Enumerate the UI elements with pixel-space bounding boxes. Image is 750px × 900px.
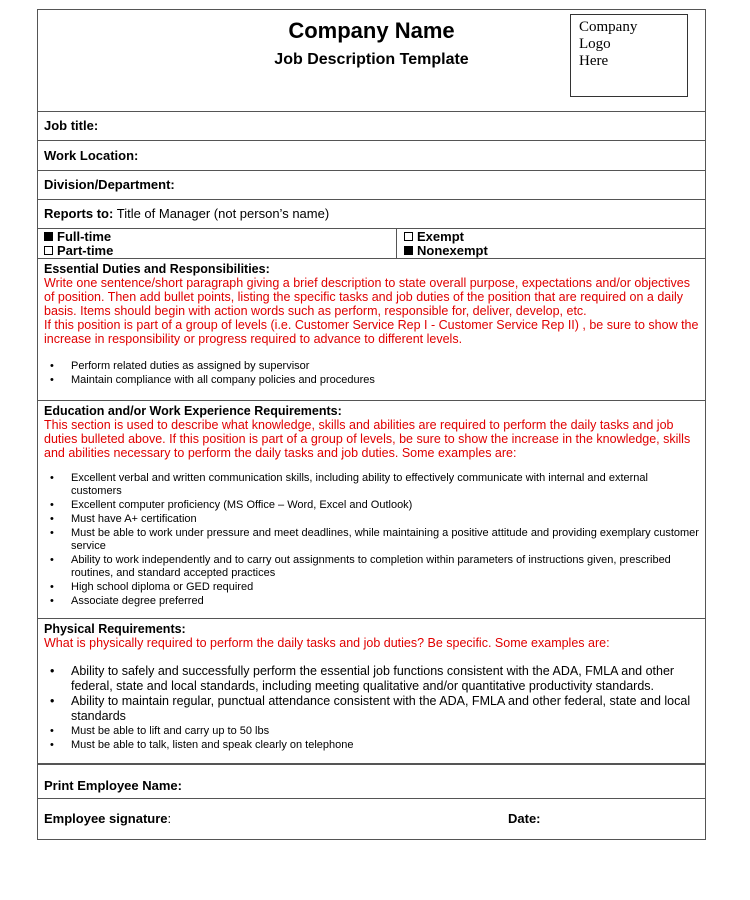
- part-time-option[interactable]: [44, 244, 113, 258]
- signature-colon: :: [167, 811, 172, 826]
- signature-label: Employee signature: [44, 811, 168, 826]
- company-name: Company Name: [288, 18, 455, 43]
- education-list: [44, 472, 699, 608]
- list-item: • Must be able to work under pressure and meet deadlines, while maintaining a positive attitude and providing exemplary customer service: [71, 527, 699, 553]
- reports-to-label: Reports to:: [44, 206, 114, 221]
- list-item: • Ability to maintain regular, punctual attendance consistent with the ADA, FMLA and other federal, state and local standards: [71, 694, 699, 723]
- list-item: • Must have A+ certification: [71, 513, 699, 526]
- logo-line: Company: [579, 19, 638, 35]
- logo-line: Logo: [579, 36, 611, 52]
- checked-box-icon: [404, 246, 413, 255]
- full-time-option[interactable]: [44, 230, 113, 244]
- employment-type: [38, 229, 705, 259]
- reports-to-value: Title of Manager (not person’s name): [116, 206, 330, 221]
- company-logo-placeholder: [570, 14, 688, 97]
- physical-heading: Physical Requirements:: [44, 622, 186, 636]
- work-location-row[interactable]: [38, 141, 705, 171]
- physical-list-small: [44, 725, 699, 752]
- physical-list-large: [44, 664, 699, 723]
- logo-line: Here: [579, 53, 609, 69]
- print-name-row[interactable]: [38, 764, 705, 799]
- signature-row[interactable]: [38, 799, 705, 839]
- exempt-option[interactable]: [404, 230, 488, 244]
- list-item: • Maintain compliance with all company policies and procedures: [71, 374, 699, 387]
- duties-instructions: Write one sentence/short paragraph giving a brief description to state overall purpose, expectations and/or objectives of position. Then add bullet points, listing the specific tasks and job duties of the position that are required on a daily basis. Items should begin with action words such as perform, responsible for, deliver, develop, etc.: [44, 276, 690, 318]
- job-description-form: [37, 9, 706, 840]
- division-row[interactable]: [38, 171, 705, 200]
- physical-instructions: What is physically required to perform the daily tasks and job duties? Be specific. Some examples are:: [44, 636, 610, 650]
- exempt-label: Exempt: [417, 229, 464, 244]
- nonexempt-option[interactable]: [404, 244, 488, 258]
- duties-heading: Essential Duties and Responsibilities:: [44, 262, 270, 276]
- empty-box-icon: [404, 232, 413, 241]
- form-title: Job Description Template: [274, 51, 469, 68]
- work-location-label: Work Location:: [44, 148, 139, 163]
- list-item: • Must be able to lift and carry up to 50 lbs: [71, 725, 699, 738]
- education-instructions: This section is used to describe what knowledge, skills and abilities are required to perform the daily tasks and job duties bulleted above. If this position is part of a group of levels, be sure to show the increase in the knowledge, skills and abilities necessary to perform the daily tasks and job duties. Some examples are:: [44, 418, 691, 460]
- column-divider: [396, 229, 397, 258]
- checked-box-icon: [44, 232, 53, 241]
- reports-to-row[interactable]: [38, 200, 705, 229]
- part-time-label: Part-time: [57, 243, 114, 258]
- list-item: • Ability to work independently and to carry out assignments to completion within parameters of instructions given, prescribed routines, and standard accepted practices: [71, 554, 699, 580]
- print-name-label: Print Employee Name:: [44, 778, 182, 793]
- duties-list: [44, 360, 699, 387]
- physical-section: [38, 619, 705, 764]
- full-time-label: Full-time: [57, 229, 112, 244]
- duties-section: [38, 259, 705, 401]
- duties-instructions-levels: If this position is part of a group of levels (i.e. Customer Service Rep I - Customer Service Rep II) , be sure to show the increase in responsibility or progress required to advance to different levels.: [44, 318, 699, 346]
- list-item: • High school diploma or GED required: [71, 581, 699, 594]
- list-item: • Excellent computer proficiency (MS Office – Word, Excel and Outlook): [71, 499, 699, 512]
- job-title-row[interactable]: [38, 111, 705, 141]
- date-label: Date:: [508, 811, 541, 826]
- form-header: [38, 10, 705, 112]
- job-title-label: Job title:: [44, 118, 99, 133]
- education-heading: Education and/or Work Experience Requirements:: [44, 404, 342, 418]
- education-section: [38, 401, 705, 619]
- empty-box-icon: [44, 246, 53, 255]
- list-item: • Must be able to talk, listen and speak clearly on telephone: [71, 739, 699, 752]
- list-item: • Ability to safely and successfully perform the essential job functions consistent with the ADA, FMLA and other federal, state and local standards, including meeting qualitative and/or quantitative productivity standards.: [71, 664, 699, 693]
- list-item: • Associate degree preferred: [71, 595, 699, 608]
- list-item: • Excellent verbal and written communication skills, including ability to effectively communicate with internal and external customers: [71, 472, 699, 498]
- list-item: • Perform related duties as assigned by supervisor: [71, 360, 699, 373]
- division-label: Division/Department:: [44, 177, 175, 192]
- nonexempt-label: Nonexempt: [417, 243, 488, 258]
